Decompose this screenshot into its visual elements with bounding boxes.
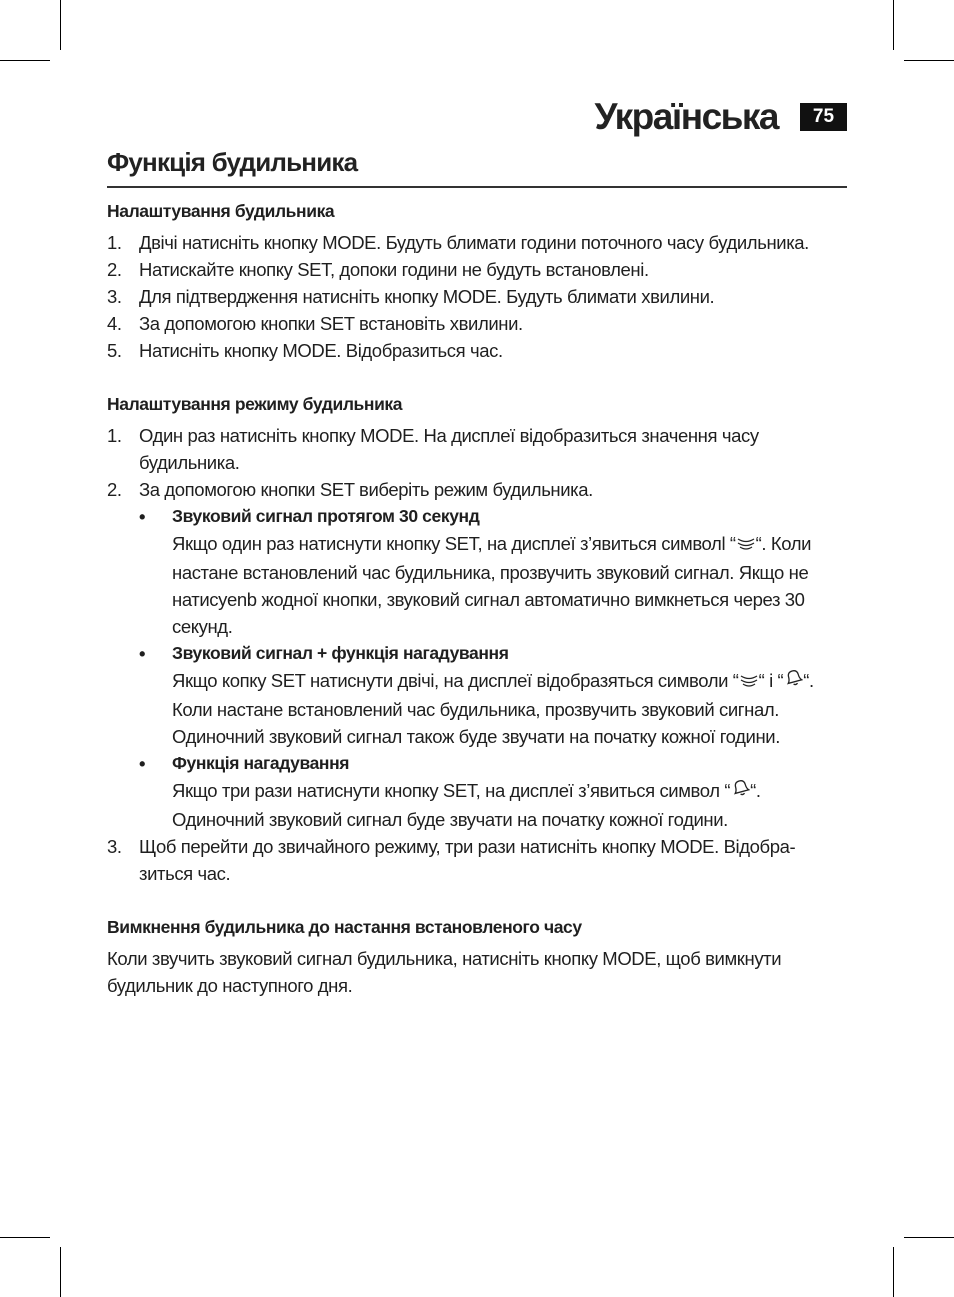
list-item: 3. Щоб перейти до звичайного режиму, три рази натисніть кнопку MODE. Відобра-зиться час.	[107, 836, 796, 884]
option-description: Якщо три рази натиснути кнопку SET, на дисплеї з’явиться символ “ “. Одиночний звуковий сигнал буде звучати на початку кожної години.	[172, 780, 761, 830]
option-description: Якщо копку SET натиснути двічі, на дисплеї відобразяться символи “ “ і “ “. Коли настане встановлений час будильника, прозвучить звуковий сигнал. Одиночний звуковий сигнал також буде звучати на початку кожної години.	[172, 670, 814, 747]
option-title: Звуковий сигнал протягом 30 секунд	[172, 506, 480, 526]
crop-mark	[60, 1247, 61, 1297]
list-item: 4. За допомогою кнопки SET встановіть хвилини.	[107, 313, 523, 334]
subheading-alarm-mode: Налаштування режиму будильника	[107, 394, 403, 414]
alarm-setting-steps	[107, 229, 849, 364]
content	[107, 198, 849, 999]
crop-mark	[904, 1237, 954, 1238]
page-number: 75	[800, 103, 847, 131]
list-item: 2. Натискайте кнопку SET, допоки години не будуть встановлені.	[107, 259, 649, 280]
option-description: Якщо один раз натиснути кнопку SET, на дисплеї з’явиться символl “ “. Коли настане встановлений час будильника, прозвучить звуковий сигнал. Якщо не натисуenb жодної кнопки, звуковий сигнал автоматично вимкнеться через 30 секунд.	[172, 533, 812, 637]
option-title: Звуковий сигнал + функція нагадування	[172, 643, 509, 663]
section-title: Функція будильника	[107, 147, 847, 188]
crop-mark	[0, 60, 50, 61]
list-item: • Звуковий сигнал + функція нагадування Якщо копку SET натиснути двічі, на дисплеї відобразяться символи “ “ і “ “. Коли настане встановлений час будильника, прозвучить звуковий сигнал. Одиночний звуковий сигнал також буде звучати на початку кожної години.	[139, 640, 849, 750]
bell-icon	[730, 779, 750, 806]
list-item: • Функція нагадування Якщо три рази натиснути кнопку SET, на дисплеї з’явиться символ “ “. Одиночний звуковий сигнал буде звучати на початку кожної години.	[139, 750, 849, 833]
alarm-mode-steps	[107, 422, 849, 887]
option-title: Функція нагадування	[172, 753, 350, 773]
crop-mark	[904, 60, 954, 61]
list-item: • Звуковий сигнал протягом 30 секунд Якщо один раз натиснути кнопку SET, на дисплеї з’явиться символl “ “. Коли настане встановлений час будильника, прозвучить звуковий сигнал. Якщо не натисуenb жодної кнопки, звуковий сигнал автоматично вимкнеться через 30 секунд.	[139, 503, 849, 640]
crop-mark	[893, 0, 894, 50]
page-header	[595, 96, 847, 138]
list-item: 5. Натисніть кнопку MODE. Відобразиться час.	[107, 340, 503, 361]
crop-mark	[60, 0, 61, 50]
list-item: 1. Двічі натисніть кнопку MODE. Будуть блимати години поточного часу будильника.	[107, 232, 809, 253]
alarm-off-text: Коли звучить звуковий сигнал будильника, натисніть кнопку MODE, щоб вимкнути будильник до наступного дня.	[107, 948, 782, 996]
bell-icon	[783, 669, 803, 696]
subheading-alarm-setting: Налаштування будильника	[107, 201, 335, 221]
list-item: 1. Один раз натисніть кнопку MODE. На дисплеї відобразиться значення часу будильника.	[107, 425, 759, 473]
crop-mark	[893, 1247, 894, 1297]
crop-mark	[0, 1237, 50, 1238]
alarm-sound-icon	[739, 669, 759, 696]
alarm-sound-icon	[736, 532, 756, 559]
alarm-mode-options	[139, 503, 849, 833]
list-item: 3. Для підтвердження натисніть кнопку MODE. Будуть блимати хвилини.	[107, 286, 715, 307]
subheading-alarm-off: Вимкнення будильника до настання встановленого часу	[107, 917, 582, 937]
list-item: 2. За допомогою кнопки SET виберіть режим будильника. • Звуковий сигнал протягом 30 секунд Якщо один раз натиснути кнопку SET, на дисплеї з’явиться символl “ “. Коли настане встановлений час будильника, прозвучить звуковий сигнал. Якщо не натисуenb жодної кнопки, звуковий сигнал автоматично вимкнеться через 30 секунд. • Звуковий сигнал + функція нагадування Якщо копку SET натиснути двічі, на дисплеї відобразяться символи “ “ і “ “. Коли настане встановлений час будильника, прозвучить звуковий сигнал. Одиночний звуковий сигнал також буде звучати на початку кожної години. • Функція нагадування Якщо три рази натиснути кнопку SET, на дисплеї з’явиться символ “ “. Одиночний звуковий сигнал буде звучати на початку кожної години.	[107, 476, 849, 833]
language-title: Українська	[594, 96, 778, 137]
